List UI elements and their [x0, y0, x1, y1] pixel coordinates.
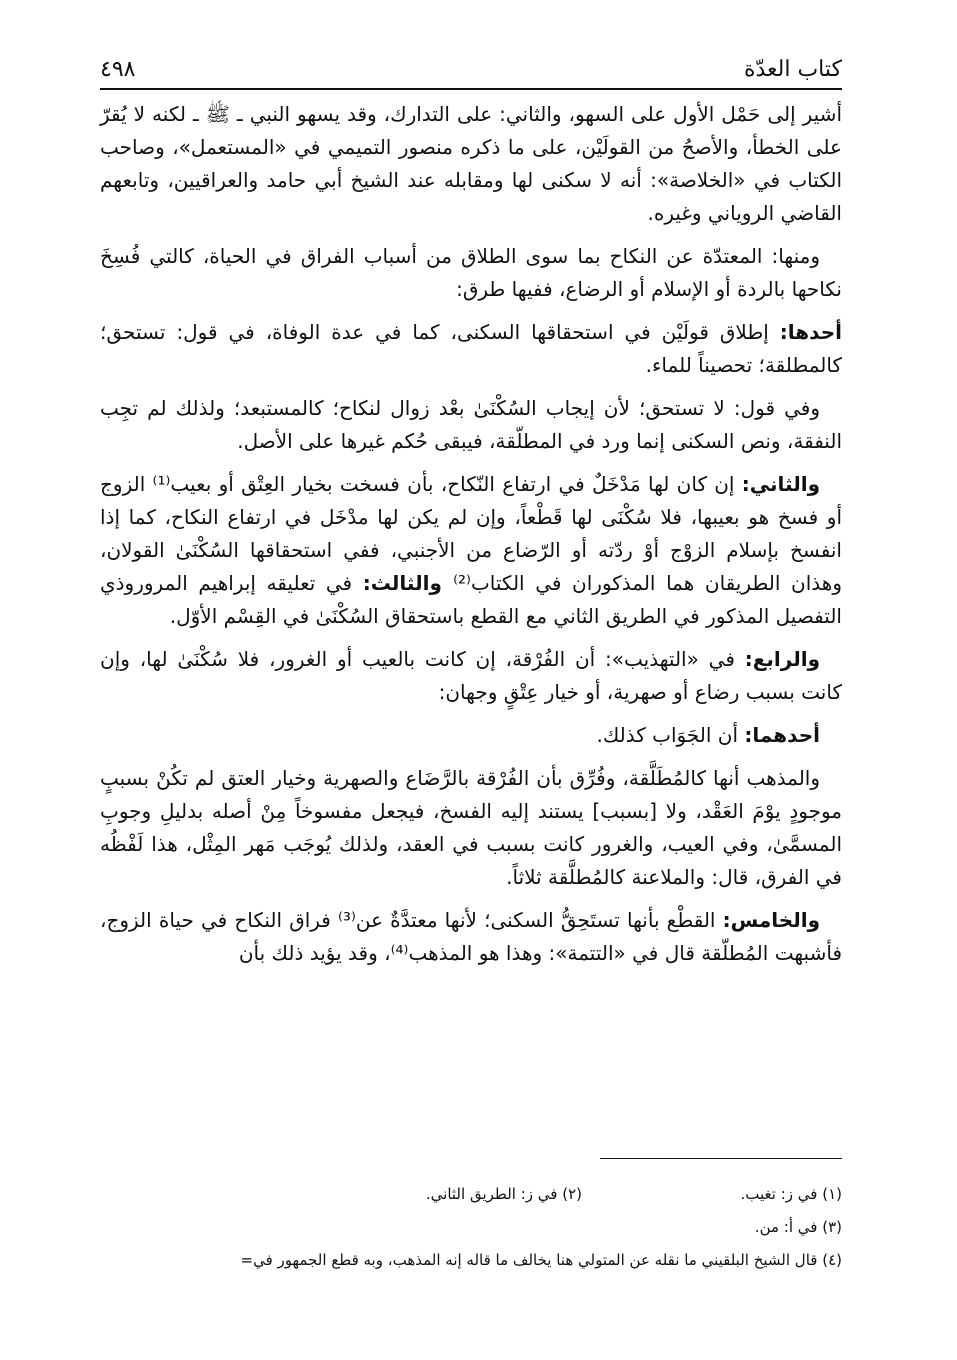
paragraph-text: وفي قول: لا تستحق؛ لأن إيجاب السُكْنَىٰ بعْد زوال لنكاح؛ كالمستبعد؛ ولذلك لم تجِب النفقة، ونص السكنى إنما ورد في المطلّقة، فيبقى حُكم غيرها على الأصل.: [100, 396, 842, 453]
paragraph-text: إطلاق قولَيْن في استحقاقها السكنى، كما في عدة الوفاة، في قول: تستحق؛ كالمطلقة؛ تحصيناً للماء.: [100, 320, 842, 377]
paragraph-lead: أحدهما:: [744, 723, 820, 747]
paragraph-text: إن كان لها مَدْخَلٌ في ارتفاع النّكاح، بأن فسخت بخيار العِتْق أو بعيب⁽¹⁾ الزوج أو فسخ هو بعيبها، فلا سُكْنَى لها قَطْعاً، وإن لم يكن لها مدْخَل في ارتفاع النكاح، كما إذا انفسخ بإسلام الزوْج أوْ ردّته أو الرّضاع من الأجنبي، ففي استحقاقها السُكْنَىٰ القولان، وهذان الطريقان هما المذكوران في الكتاب⁽²⁾: [100, 472, 842, 595]
page-header: [100, 38, 842, 90]
paragraph: [100, 643, 842, 709]
footnote-3: (٣) في أ: من.: [754, 1218, 842, 1236]
paragraph-lead: والرابع:: [744, 647, 820, 671]
paragraph: [100, 468, 842, 633]
paragraph-text: أشير إلى حَمْل الأول على السهو، والثاني: على التدارك، وقد يسهو النبي ـ ﷺ ـ لكنه لا يُقرّ على الخطأ، والأصحُ من القولَيْن، على ما ذكره منصور التميمي في «المستعمل»، وصاحب الكتاب في «الخلاصة»: أنه لا سكنى لها ومقابله عند الشيخ أبي حامد والعراقيين، وتابعهم القاضي الروياني وغيره.: [100, 102, 842, 225]
paragraph-text: في «التهذيب»: أن الفُرْقة، إن كانت بالعيب أو الغرور، فلا سُكْنَىٰ لها، وإن كانت بسبب رضاع أو صهرية، أو خيار عِتْقٍ وجهان:: [100, 647, 842, 704]
paragraph-text: والمذهب أنها كالمُطَلَّقة، وفُرِّق بأن الفُرْقة بالرَّضَاع والصهرية وخيار العتق لم تكُنْ بسببٍ موجودٍ يوْمَ العَقْد، ولا [بسبب] يستند إليه الفسخ، فيجعل مفسوخاً مِنْ أصله بدليلِ وجوبِ المسمَّىٰ، وفي العيب، والغرور كانت بسبب في العقد، ولذلك يُوجَب مَهر المِثْل، هذا لَفْظُه في الفرق، قال: والملاعنة كالمُطلَّقة ثلاثاً.: [100, 766, 842, 889]
paragraph-text: ومنها: المعتدّة عن النكاح بما سوى الطلاق من أسباب الفراق في الحياة، كالتي فُسِخَ نكاحها بالردة أو الإسلام أو الرضاع، ففيها طرق:: [100, 244, 842, 301]
paragraph: [100, 719, 842, 752]
paragraph: [100, 316, 842, 382]
footnote-4: (٤) قال الشيخ البلقيني ما نقله عن المتولي هنا يخالف ما قاله إنه المذهب، وبه قطع الجمهور في=: [240, 1251, 842, 1269]
paragraph: [100, 392, 842, 458]
paragraph-text: أن الجَوَاب كذلك.: [596, 723, 745, 747]
footnotes: [70, 1178, 842, 1277]
paragraph-lead: أحدها:: [779, 320, 842, 344]
footnote-separator: [600, 1158, 842, 1159]
main-text: [100, 98, 842, 980]
footnote-2: (٢) في ز: الطريق الثاني.: [425, 1185, 582, 1203]
paragraph: [100, 904, 842, 970]
paragraph-lead: والخامس:: [722, 908, 820, 932]
paragraph-text: في تعليقه إبراهيم المروروذي التفصيل المذكور في الطريق الثاني مع القطع باستحقاق السُكْنَىٰ في القِسْم الأوّل.: [100, 571, 842, 628]
page-number: ٤٩٨: [100, 57, 136, 82]
book-title: كتاب العدّة: [743, 57, 842, 82]
footnote-row: [70, 1178, 842, 1211]
paragraph: [100, 98, 842, 230]
paragraph-lead: والثالث:: [362, 571, 454, 595]
footnote-1: (١) في ز: تغيب.: [740, 1185, 842, 1203]
paragraph: [100, 762, 842, 894]
paragraph-text: القطْع بأنها تستَحِقُّ السكنى؛ لأنها معتدَّةٌ عن⁽³⁾ فراق النكاح في حياة الزوج، فأشبهت المُطلّقة قال في «التتمة»: وهذا هو المذهب⁽⁴⁾، وقد يؤيد ذلك بأن: [100, 908, 842, 965]
paragraph: [100, 240, 842, 306]
paragraph-lead: والثاني:: [741, 472, 820, 496]
